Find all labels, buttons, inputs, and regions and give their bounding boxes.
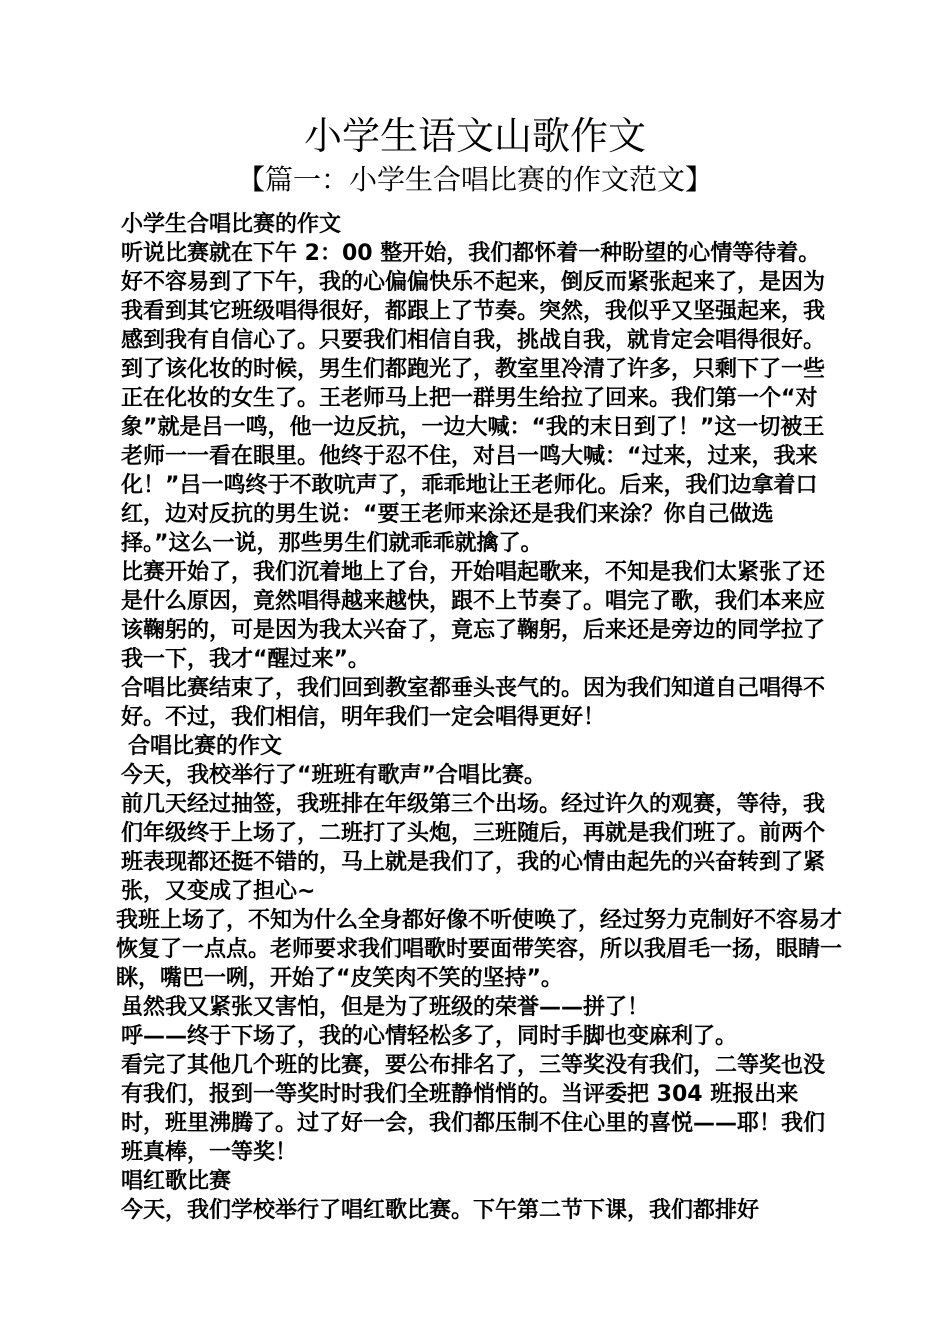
- paragraph: 比赛开始了，我们沉着地上了台，开始唱起歌来，不知是我们太紧张了还是什么原因，竟然唱得越来越快，跟不上节奏了。唱完了歌，我们本来应该鞠躬的，可是因为我太兴奋了，竟忘了鞠躬，后来还是旁边的同学拉了我一下，我才“醒过来”。: [121, 560, 826, 672]
- section-heading: 唱红歌比赛: [121, 1169, 232, 1194]
- paragraph: 前几天经过抽签，我班排在年级第三个出场。经过许久的观赛，等待，我们年级终于上场了，二班打了头炮，三班随后，再就是我们班了。前两个班表现都还挺不错的，马上就是我们了，我的心情由起先的兴奋转到了紧张，又变成了担心~: [121, 792, 826, 904]
- paragraph: 呼——终于下场了，我的心情轻松多了，同时手脚也变麻利了。: [121, 1024, 738, 1049]
- paragraph: 今天，我们学校举行了唱红歌比赛。下午第二节下课，我们都排好: [121, 1198, 760, 1223]
- paragraph: 看完了其他几个班的比赛，要公布排名了，三等奖没有我们，二等奖也没有我们，报到一等奖时时我们全班静悄悄的。当评委把 304 班报出来时，班里沸腾了。过了好一会，我们都压制不住心里的喜悦——耶！我们班真棒，一等奖！: [121, 1053, 826, 1165]
- paragraph: 到了该化妆的时候，男生们都跑光了，教室里冷清了许多，只剩下了一些正在化妆的女生了。王老师马上把一群男生给拉了回来。我们第一个“对象”就是吕一鸣，他一边反抗，一边大喊：“我的末日到了！”这一切被王老师一一看在眼里。他终于忍不住，对吕一鸣大喊：“过来，过来，我来化！”吕一鸣终于不敢吭声了，乖乖地让王老师化。后来，我们边拿着口红，边对反抗的男生说：“要王老师来涂还是我们来涂？你自己做选择。”这么一说，那些男生们就乖乖就擒了。: [121, 357, 826, 556]
- document-title: 小学生语文山歌作文: [303, 114, 646, 158]
- paragraph: 合唱比赛结束了，我们回到教室都垂头丧气的。因为我们知道自己唱得不好。不过，我们相信，明年我们一定会唱得更好！: [121, 676, 826, 730]
- document-body: [116, 210, 842, 1225]
- section-heading: 小学生合唱比赛的作文: [121, 212, 342, 237]
- paragraph: 听说比赛就在下午 2：00 整开始，我们都怀着一种盼望的心情等待着。好不容易到了下午，我的心偏偏快乐不起来，倒反而紧张起来了，是因为我看到其它班级唱得很好，都跟上了节奏。突然，我似乎又坚强起来，我感到我有自信心了。只要我们相信自我，挑战自我，就肯定会唱得很好。: [121, 241, 826, 353]
- paragraph: 我班上场了，不知为什么全身都好像不听使唤了，经过努力克制好不容易才恢复了一点点。老师要求我们唱歌时要面带笑容，所以我眉毛一扬，眼睛一眯，嘴巴一咧，开始了“皮笑肉不笑的坚持”。: [116, 908, 843, 991]
- paragraph: 虽然我又紧张又害怕，但是为了班级的荣誉——拼了！: [121, 995, 650, 1020]
- section-heading: 合唱比赛的作文: [128, 734, 283, 759]
- paragraph: 今天，我校举行了“班班有歌声”合唱比赛。: [121, 763, 546, 788]
- document-subtitle: 【篇一：小学生合唱比赛的作文范文】: [236, 163, 713, 196]
